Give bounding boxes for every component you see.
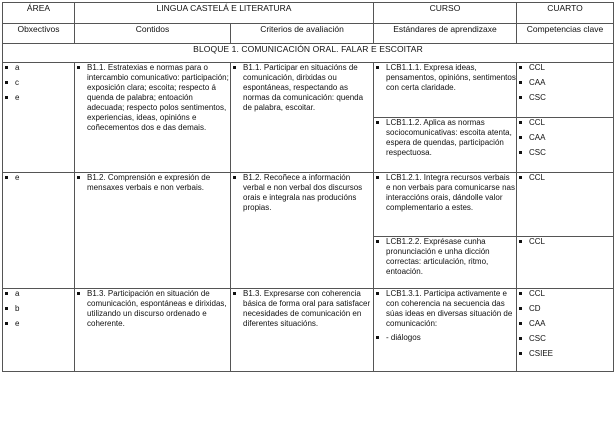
content-item: B1.2. Comprensión e expresión de mensaxes verbais e non verbais. xyxy=(75,173,230,193)
block-title-row xyxy=(3,44,614,63)
standard-cell xyxy=(374,289,517,372)
subject-title: LINGUA CASTELÁ E LITERATURA xyxy=(75,3,374,24)
objective-item: a xyxy=(3,63,74,73)
column-header-standards: Estándares de aprendizaxe xyxy=(374,24,517,44)
objective-item: e xyxy=(3,93,74,103)
competence-item: CAA xyxy=(517,133,613,143)
competence-item: CCL xyxy=(517,289,613,299)
competence-item: CSC xyxy=(517,148,613,158)
criterion-cell xyxy=(231,173,374,289)
header-row xyxy=(3,3,614,24)
competence-item: CAA xyxy=(517,78,613,88)
standard-cell xyxy=(374,63,517,118)
column-header-competences: Competencias clave xyxy=(517,24,614,44)
objective-item: b xyxy=(3,304,74,314)
objectives-cell xyxy=(3,173,75,289)
standard-cell xyxy=(374,237,517,289)
standard-cell xyxy=(374,118,517,173)
content-item: B1.3. Participación en situación de comunicación, espontáneas e dirixidas, utilizando un discurso ordenado e coherente. xyxy=(75,289,230,329)
standard-item: LCB1.1.2. Aplica as normas sociocomunicativas: escoita atenta, espera de quendas, participación respectuosa. xyxy=(374,118,516,158)
column-header-objectives: Obxectivos xyxy=(3,24,75,44)
column-header-contents: Contidos xyxy=(75,24,231,44)
course-value: CUARTO xyxy=(517,3,614,24)
standard-subitem: - diálogos xyxy=(374,333,516,343)
competence-item: CCL xyxy=(517,63,613,73)
objectives-cell xyxy=(3,63,75,173)
competence-item: CAA xyxy=(517,319,613,329)
standard-cell xyxy=(374,173,517,237)
competence-item: CCL xyxy=(517,173,613,183)
table-row xyxy=(3,289,614,372)
competences-cell xyxy=(517,173,614,237)
competences-cell xyxy=(517,63,614,118)
standard-item: LCB1.2.1. Integra recursos verbais e non verbais para comunicarse nas interaccións orais, dándolle valor complementario a estes. xyxy=(374,173,516,213)
area-label: ÁREA xyxy=(3,3,75,24)
criterion-item: B1.2. Recoñece a información verbal e non verbal dos discursos orais e integrala nas producións propias. xyxy=(231,173,373,213)
competence-item: CD xyxy=(517,304,613,314)
course-label: CURSO xyxy=(374,3,517,24)
standard-item: LCB1.1.1. Expresa ideas, pensamentos, opinións, sentimentos con certa claridade. xyxy=(374,63,516,93)
standard-item: LCB1.3.1. Participa activamente e con coherencia na secuencia das súas ideas en diversas situación de comunicación: xyxy=(374,289,516,329)
objectives-cell xyxy=(3,289,75,372)
objective-item: e xyxy=(3,173,74,183)
table-row xyxy=(3,63,614,118)
criterion-cell xyxy=(231,63,374,173)
column-header-row xyxy=(3,24,614,44)
table-row xyxy=(3,173,614,237)
curriculum-table xyxy=(2,2,614,372)
competences-cell xyxy=(517,237,614,289)
competence-item: CSC xyxy=(517,334,613,344)
competences-cell xyxy=(517,289,614,372)
content-cell xyxy=(75,63,231,173)
competences-cell xyxy=(517,118,614,173)
competence-item: CSIEE xyxy=(517,349,613,359)
content-cell xyxy=(75,173,231,289)
competence-item: CSC xyxy=(517,93,613,103)
objective-item: c xyxy=(3,78,74,88)
standard-item: LCB1.2.2. Exprésase cunha pronunciación e unha dicción correctas: articulación, ritmo, entoación. xyxy=(374,237,516,277)
criterion-item: B1.3. Expresarse con coherencia básica de forma oral para satisfacer necesidades de comunicación en diferentes situacións. xyxy=(231,289,373,329)
criterion-cell xyxy=(231,289,374,372)
objective-item: a xyxy=(3,289,74,299)
competence-item: CCL xyxy=(517,118,613,128)
criterion-item: B1.1. Participar en situacións de comunicación, dirixidas ou espontáneas, respectando as normas da comunicación: quenda de palabra, escoitar. xyxy=(231,63,373,113)
column-header-criteria: Criterios de avaliación xyxy=(231,24,374,44)
competence-item: CCL xyxy=(517,237,613,247)
block-title: BLOQUE 1. COMUNICACIÓN ORAL. FALAR E ESCOITAR xyxy=(3,44,614,63)
objective-item: e xyxy=(3,319,74,329)
content-item: B1.1. Estratexias e normas para o intercambio comunicativo: participación; exposición clara; escoita; respecto á quenda de palabra; entoación adecuada; respecto polos sentimentos, experiencias, ideas, opinións e coñecementos dos e das demais. xyxy=(75,63,230,133)
content-cell xyxy=(75,289,231,372)
